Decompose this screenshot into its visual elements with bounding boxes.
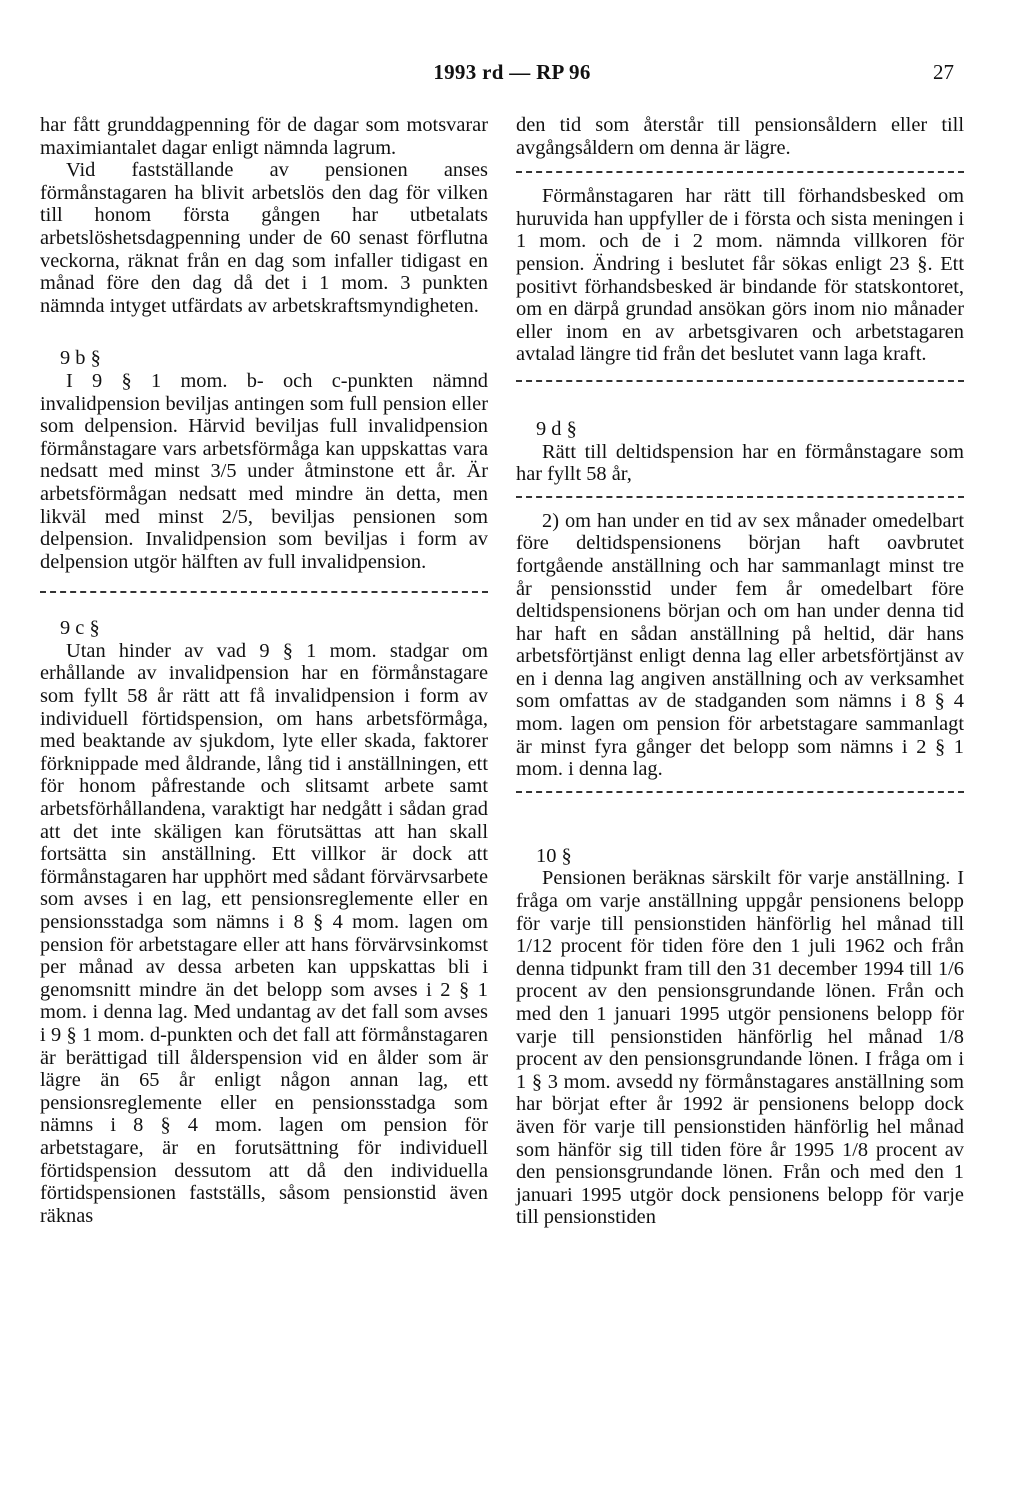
left-column <box>40 114 488 1227</box>
paragraph: Utan hinder av vad 9 § 1 mom. stadgar om erhållande av invalidpension har en förmånstagare som fyllt 58 år rätt att få invalidpension i form av individuell förtidspension, om hans arbetsförmåga, med beaktande av sjukdom, lyte eller skada, faktorer förknippade med åldrande, lång tid i anställningen, ett för honom påfrestande och slitsamt arbete samt arbetsförhållandena, varaktigt har nedgått i sådan grad att det inte skäligen kan förutsättas att han skall fortsätta sin anställning. Ett villkor är dock att förmånstagaren har upphört med sådant förvärvsarbete som avses i en lag, ett pensionsreglemente eller en pensionsstadga som nämns i 8 § 4 mom. lagen om pension för arbetstagare eller att hans förvärvsinkomst per månad av dessa arbeten kan uppskattas bli i genomsnitt mindre än det belopp som avses i 2 § 1 mom. i denna lag. Med undantag av det fall som avses i 9 § 1 mom. d-punkten och det fall att förmånstagaren är berättigad till ålderspension vid en ålder som är lägre än 65 år enligt någon annan lag, ett pensionsreglemente eller en pensionsstadga som nämns i 8 § 4 mom. lagen om pension för arbetstagare, är en forutsättning för individuell förtidspension dessutom att då den individuella förtidspensionen fastställs, såsom pensionstid även räknas <box>40 639 488 1227</box>
paragraph: har fått grunddagpenning för de dagar som motsvarar maximiantalet dagar enligt nämnda lagrum. <box>40 114 488 159</box>
page-number: 27 <box>933 60 954 84</box>
right-column <box>516 114 964 1229</box>
section-heading-9b: 9 b § <box>60 347 101 370</box>
paragraph: Rätt till deltidspension har en förmånstagare som har fyllt 58 år, <box>516 440 964 486</box>
page-header <box>0 60 1024 90</box>
paragraph: Pensionen beräknas särskilt för varje anställning. I fråga om varje anställning uppgår pensionens belopp för varje till pensionstiden hänförlig hel månad till 1/12 procent för tiden före den 1 juli 1962 och från denna tidpunkt fram till den 31 december 1994 till 1/6 procent av den pensionsgrundande lönen. Från och med den 1 januari 1995 utgör pensionens belopp för varje till pensionstiden hänförlig hel månad 1/8 procent av den pensionsgrundande lönen. I fråga om i 1 § 3 mom. avsedd ny förmånstagares anställning som har börjat efter år 1992 är pensionens belopp dock även för varje till pensionstiden hänförlig hel månad som hänför sig till tiden före år 1995 1/8 procent av den pensionsgrundande lönen. Från och med den 1 januari 1995 utgör dock pensionens belopp för varje till pensionstiden <box>516 867 964 1229</box>
section-heading-9d: 9 d § <box>536 417 577 440</box>
paragraph: 2) om han under en tid av sex månader omedelbart före deltidspensionens början haft oavbrutet fortgående anställning och har sammanlagt minst tre år pensionsstid under fem år omedelbart före deltidspensionens början och om han under denna tid har haft en sådan anställning på heltid, där hans arbetsförtjänst enligt denna lag eller arbetsförtjänst av en i denna lag angiven anställning och av verksamhet som omfattas av de stadganden som nämns i 8 § 4 mom. lagen om pension för arbetstagare sammanlagt är minst fyra gånger det belopp som nämns i 2 § 1 mom. i denna lag. <box>516 509 964 781</box>
section-heading-10: 10 § <box>536 844 572 867</box>
paragraph: den tid som återstår till pensionsåldern eller till avgångsåldern om denna är lägre. <box>516 114 964 159</box>
section-heading-9c: 9 c § <box>60 617 100 640</box>
running-title: 1993 rd — RP 96 <box>433 60 591 84</box>
paragraph: I 9 § 1 mom. b- och c-punkten nämnd invalidpension beviljas antingen som full pension eller som delpension. Härvid beviljas full invalidpension förmånstagare vars arbetsförmåga kan uppskattas vara nedsatt med minst 3/5 under åtminstone ett år. Är arbetsförmågan nedsatt med mindre än detta, men likväl med minst 2/5, beviljas pensionen som delpension. Invalidpension som beviljas i form av delpension utgör hälften av full invalidpension. <box>40 369 488 573</box>
paragraph: Vid fastställande av pensionen anses förmånstagaren ha blivit arbetslös den dag för vilken till honom första gången har utbetalats arbetslöshetsdagpenning under de 60 senast förflutna veckorna, räknat från en dag som infaller tidigast en månad före den dag då det i 1 mom. 3 punkten nämnda intyget utfärdats av arbetskraftsmyndigheten. <box>40 159 488 317</box>
paragraph: Förmånstagaren har rätt till förhandsbesked om huruvida han uppfyller de i första och sista meningen i 1 mom. och de i 2 mom. nämnda villkoren för pension. Ändring i beslutet får sökas enligt 23 §. Ett positivt förhandsbesked är bindande för statskontoret, om en därpå grundad ansökan görs inom nio månader eller inom en av arbetsgivaren och arbetstagaren avtalad längre tid från det beslutet vann laga kraft. <box>516 185 964 366</box>
